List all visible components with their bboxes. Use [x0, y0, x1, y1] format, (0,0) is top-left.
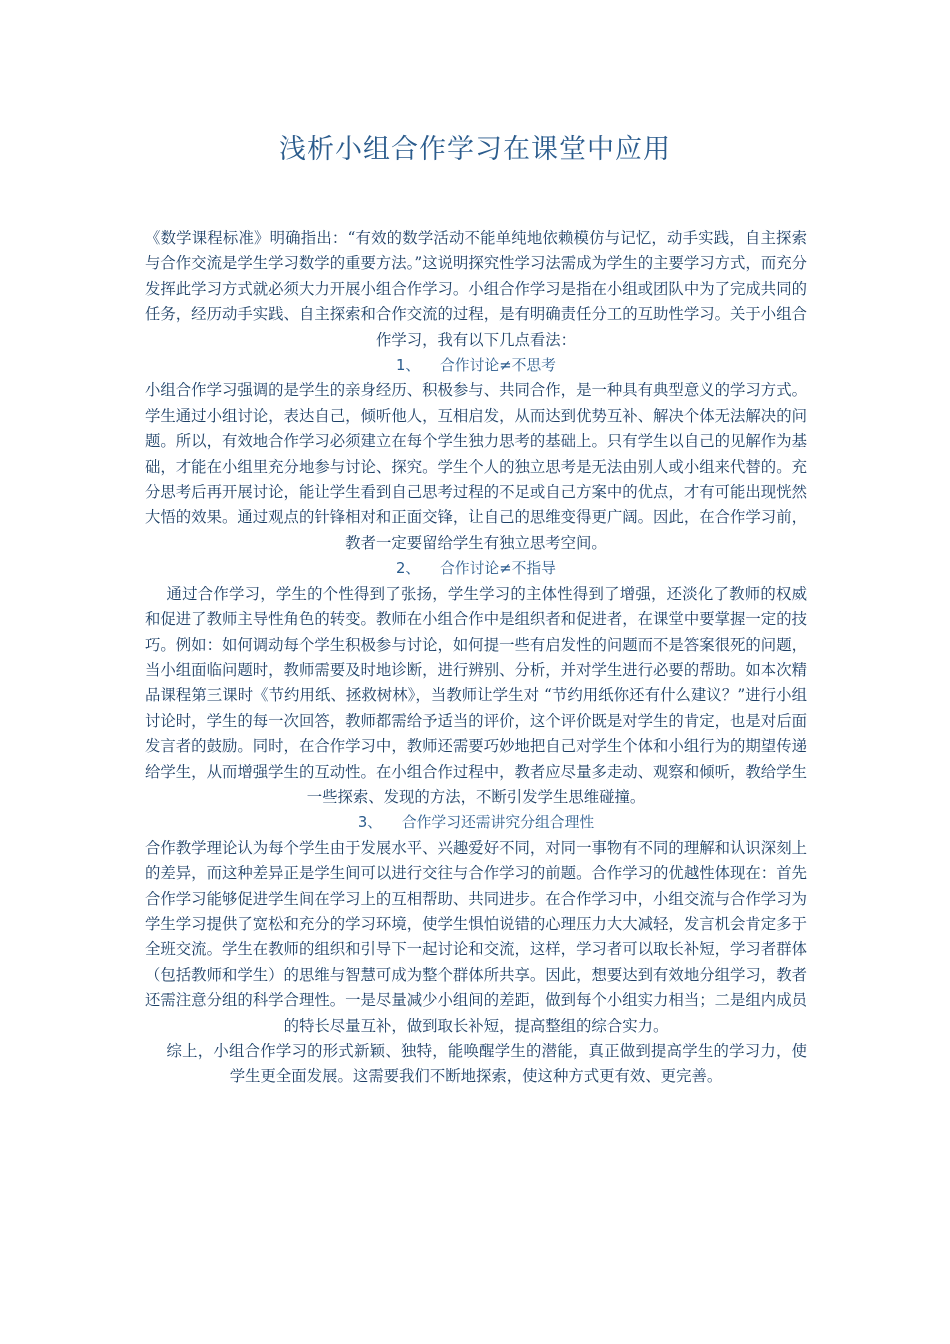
conclusion-paragraph: 综上，小组合作学习的形式新颖、独特，能唤醒学生的潜能，真正做到提高学生的学习力，使学生更全面发展。这需要我们不断地探索，使这种方式更有效、更完善。 — [166, 1042, 807, 1086]
section-number: 3、 — [357, 814, 383, 832]
section-number: 2、 — [396, 560, 421, 578]
section-heading-1 — [145, 353, 807, 378]
section-paragraph-3: 合作教学理论认为每个学生由于发展水平、兴趣爱好不同，对同一事物有不同的理解和认识深刻上的差异，而这种差异正是学生间可以进行交往与合作学习的前题。合作学习的优越性体现在：首先合作学习能够促进学生间在学习上的互相帮助、共同进步。在合作学习中，小组交流与合作学习为学生学习提供了宽松和充分的学习环境，使学生惧怕说错的心理压力大大减轻，发言机会肯定多于全班交流。学生在教师的组织和引导下一起讨论和交流，这样，学习者可以取长补短，学习者群体（包括教师和学生）的思维与智慧可成为整个群体所共享。因此，想要达到有效地分组学习，教者还需注意分组的科学合理性。一是尽量减少小组间的差距，做到每个小组实力相当；二是组内成员的特长尽量互补，做到取长补短，提高整组的综合实力。 — [145, 838, 807, 1035]
section-heading-2 — [145, 556, 807, 581]
section-heading-3 — [145, 810, 807, 835]
section-title: 合作讨论≠不指导 — [440, 560, 556, 578]
section-paragraph-2: 通过合作学习，学生的个性得到了张扬，学生学习的主体性得到了增强，还淡化了教师的权威和促进了教师主导性角色的转变。教师在小组合作中是组织者和促进者，在课堂中要掌握一定的技巧。例如：如何调动每个学生积极参与讨论，如何提一些有启发性的问题而不是答案很死的问题，当小组面临问题时，教师需要及时地诊断，进行辨别、分析，并对学生进行必要的帮助。如本次精品课程第三课时《节约用纸、拯救树林》，当教师让学生对 “节约用纸你还有什么建议？”进行小组讨论时，学生的每一次回答，教师都需给予适当的评价，这个评价既是对学生的肯定，也是对后面发言者的鼓励。同时，在合作学习中，教师还需要巧妙地把自己对学生个体和小组行为的期望传递给学生，从而增强学生的互动性。在小组合作过程中，教者应尽量多走动、观察和倾听，教给学生一些探索、发现的方法，不断引发学生思维碰撞。 — [145, 584, 807, 806]
section-number: 1、 — [396, 357, 421, 375]
document-body — [145, 226, 807, 1090]
section-title: 合作讨论≠不思考 — [440, 357, 556, 375]
document-title: 浅析小组合作学习在课堂中应用 — [279, 134, 671, 165]
section-title: 合作学习还需讲究分组合理性 — [401, 814, 595, 832]
section-paragraph-1: 小组合作学习强调的是学生的亲身经历、积极参与、共同合作，是一种具有典型意义的学习方式。学生通过小组讨论，表达自己，倾听他人，互相启发，从而达到优势互补、解决个体无法解决的问题。所以，有效地合作学习必须建立在每个学生独力思考的基础上。只有学生以自己的见解作为基础，才能在小组里充分地参与讨论、探究。学生个人的独立思考是无法由别人或小组来代替的。充分思考后再开展讨论，能让学生看到自己思考过程的不足或自己方案中的优点，才有可能出现恍然大悟的效果。通过观点的针锋相对和正面交锋，让自己的思维变得更广阔。因此，在合作学习前，教者一定要留给学生有独立思考空间。 — [145, 381, 807, 552]
intro-paragraph: 《数学课程标准》明确指出：“有效的数学活动不能单纯地依赖模仿与记忆，动手实践，自主探索与合作交流是学生学习数学的重要方法。”这说明探究性学习法需成为学生的主要学习方式，而充分发挥此学习方式就必须大力开展小组合作学习。小组合作学习是指在小组或团队中为了完成共同的任务，经历动手实践、自主探索和合作交流的过程，是有明确责任分工的互助性学习。关于小组合作学习，我有以下几点看法： — [145, 229, 807, 349]
